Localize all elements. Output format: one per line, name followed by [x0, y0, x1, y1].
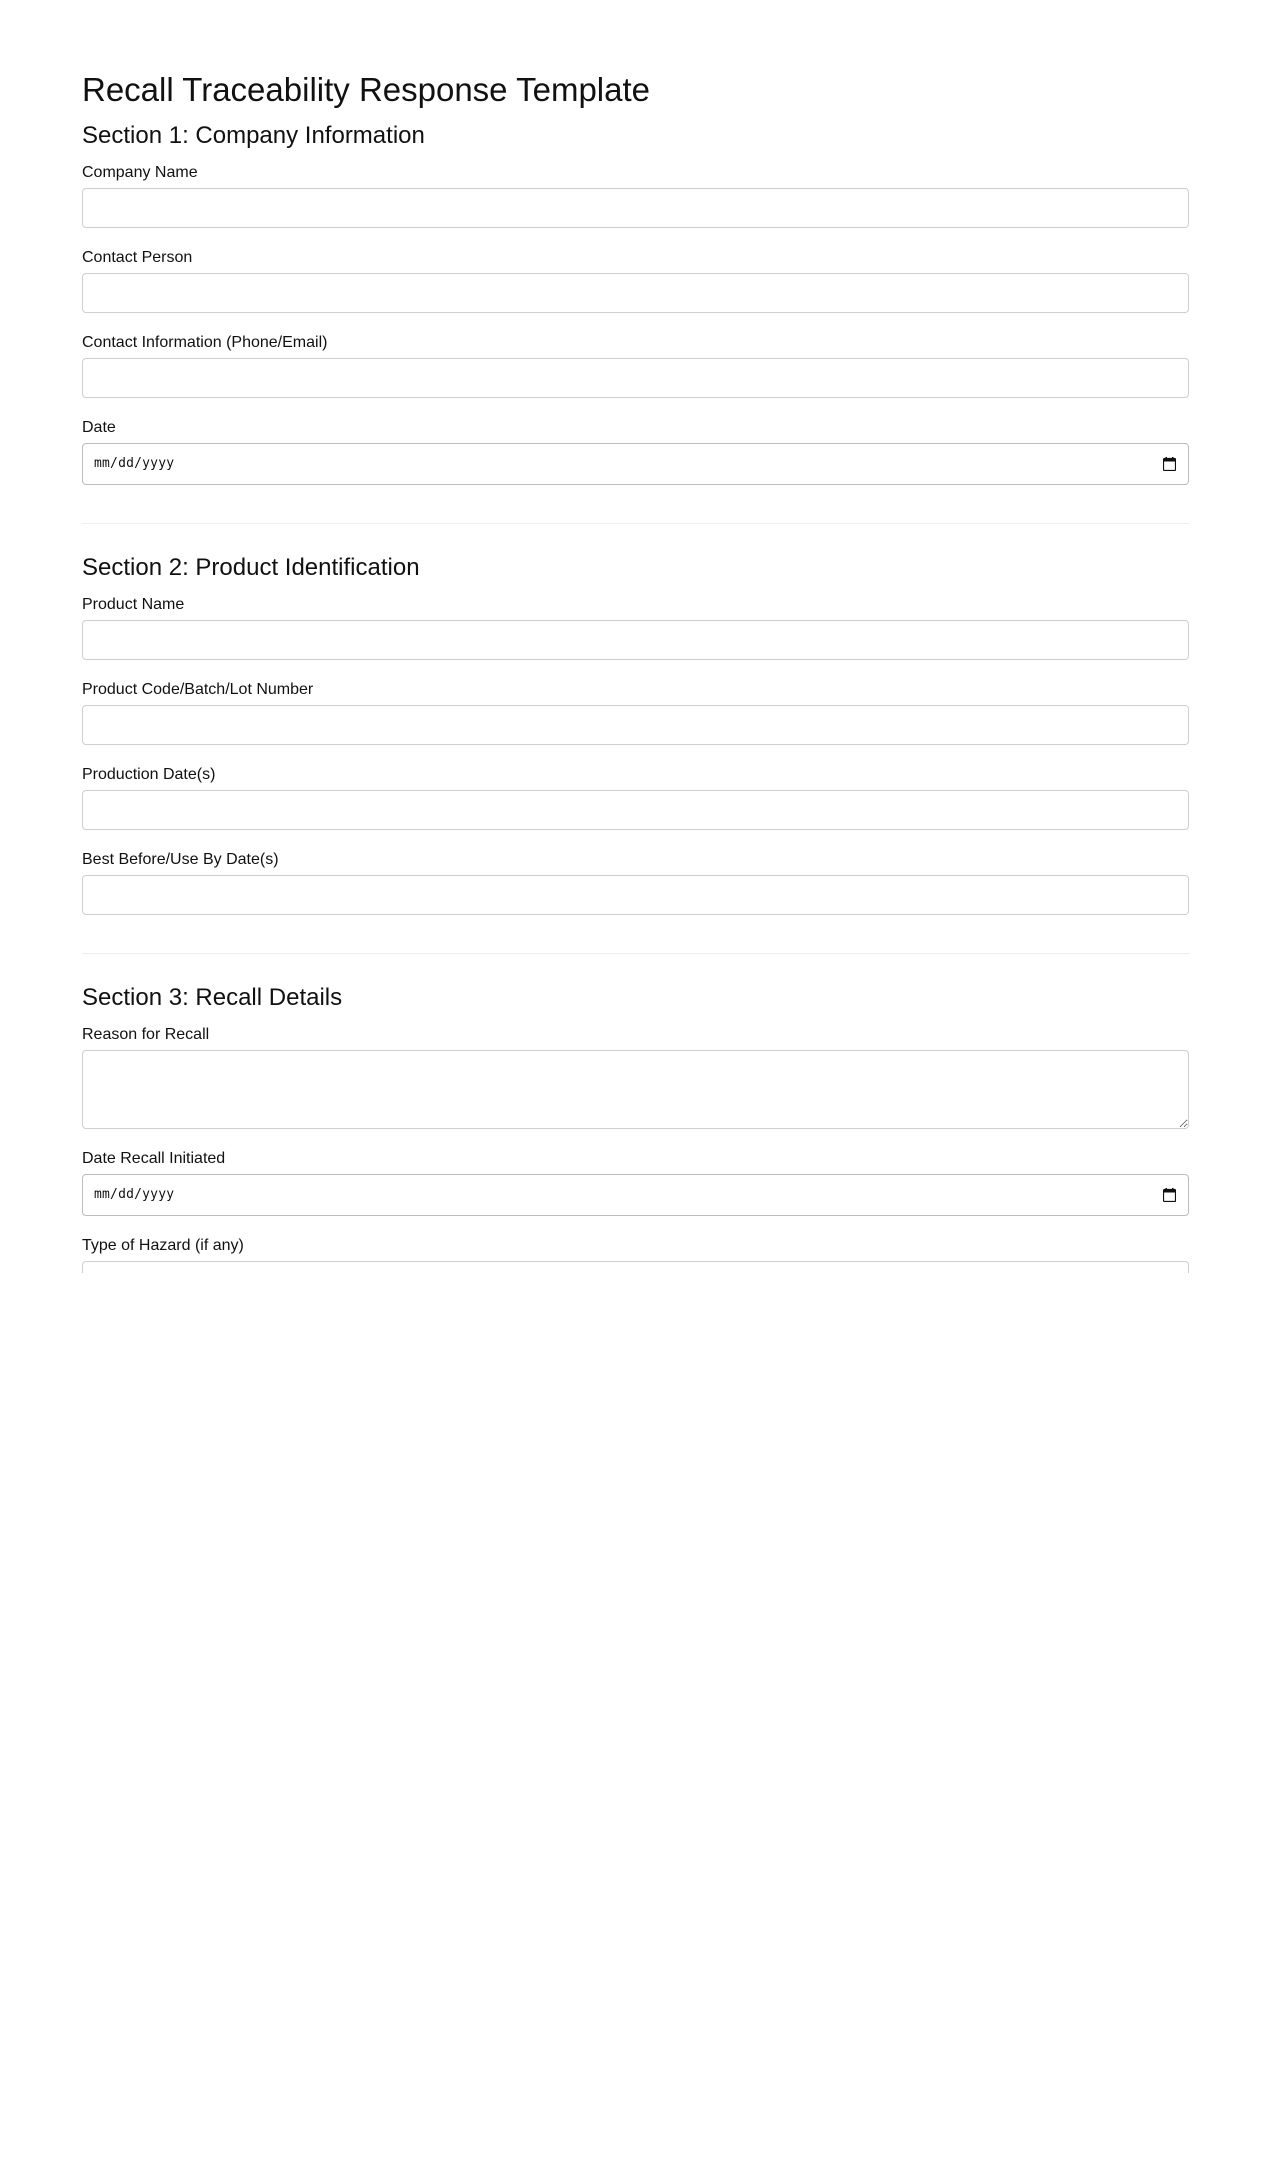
product-name-label: Product Name: [82, 596, 185, 613]
field-product-code: [82, 681, 1189, 745]
production-dates-input[interactable]: [82, 790, 1189, 830]
section-title-company-information: Section 1: Company Information: [82, 122, 425, 149]
field-production-dates: [82, 766, 1189, 830]
company-name-input[interactable]: [82, 188, 1189, 228]
date-recall-initiated-input[interactable]: [82, 1174, 1189, 1216]
calendar-icon[interactable]: [1163, 457, 1176, 471]
date-input[interactable]: [82, 443, 1189, 485]
product-code-input[interactable]: [82, 705, 1189, 745]
company-name-label: Company Name: [82, 164, 198, 181]
contact-information-input[interactable]: [82, 358, 1189, 398]
date-recall-initiated-label: Date Recall Initiated: [82, 1150, 226, 1167]
field-best-before-dates: [82, 851, 1189, 915]
production-dates-label: Production Date(s): [82, 766, 216, 783]
field-company-name: [82, 164, 1189, 228]
section-title-recall-details: Section 3: Recall Details: [82, 984, 343, 1011]
field-type-of-hazard: [82, 1237, 1189, 1273]
best-before-dates-label: Best Before/Use By Date(s): [82, 851, 279, 868]
calendar-icon[interactable]: [1163, 1188, 1176, 1202]
recall-form: [82, 68, 1189, 1273]
type-of-hazard-clip: [82, 1261, 1189, 1273]
field-product-name: [82, 596, 1189, 660]
product-name-input[interactable]: [82, 620, 1189, 660]
contact-information-label: Contact Information (Phone/Email): [82, 334, 328, 351]
page-title: Recall Traceability Response Template: [82, 71, 651, 108]
best-before-dates-input[interactable]: [82, 875, 1189, 915]
section-divider: [82, 523, 1189, 524]
reason-for-recall-label: Reason for Recall: [82, 1026, 210, 1043]
reason-for-recall-textarea[interactable]: [82, 1050, 1189, 1129]
section-title-product-identification: Section 2: Product Identification: [82, 554, 420, 581]
date-label: Date: [82, 419, 116, 436]
field-date: [82, 419, 1189, 485]
section-divider: [82, 953, 1189, 954]
field-contact-information: [82, 334, 1189, 398]
field-date-recall-initiated: [82, 1150, 1189, 1216]
product-code-label: Product Code/Batch/Lot Number: [82, 681, 314, 698]
contact-person-input[interactable]: [82, 273, 1189, 313]
contact-person-label: Contact Person: [82, 249, 193, 266]
date-placeholder: mm/dd/yyyy: [94, 456, 175, 471]
field-reason-for-recall: [82, 1026, 1189, 1129]
type-of-hazard-label: Type of Hazard (if any): [82, 1237, 244, 1254]
field-contact-person: [82, 249, 1189, 313]
type-of-hazard-input[interactable]: [82, 1261, 1189, 1273]
date-recall-initiated-placeholder: mm/dd/yyyy: [94, 1187, 175, 1202]
